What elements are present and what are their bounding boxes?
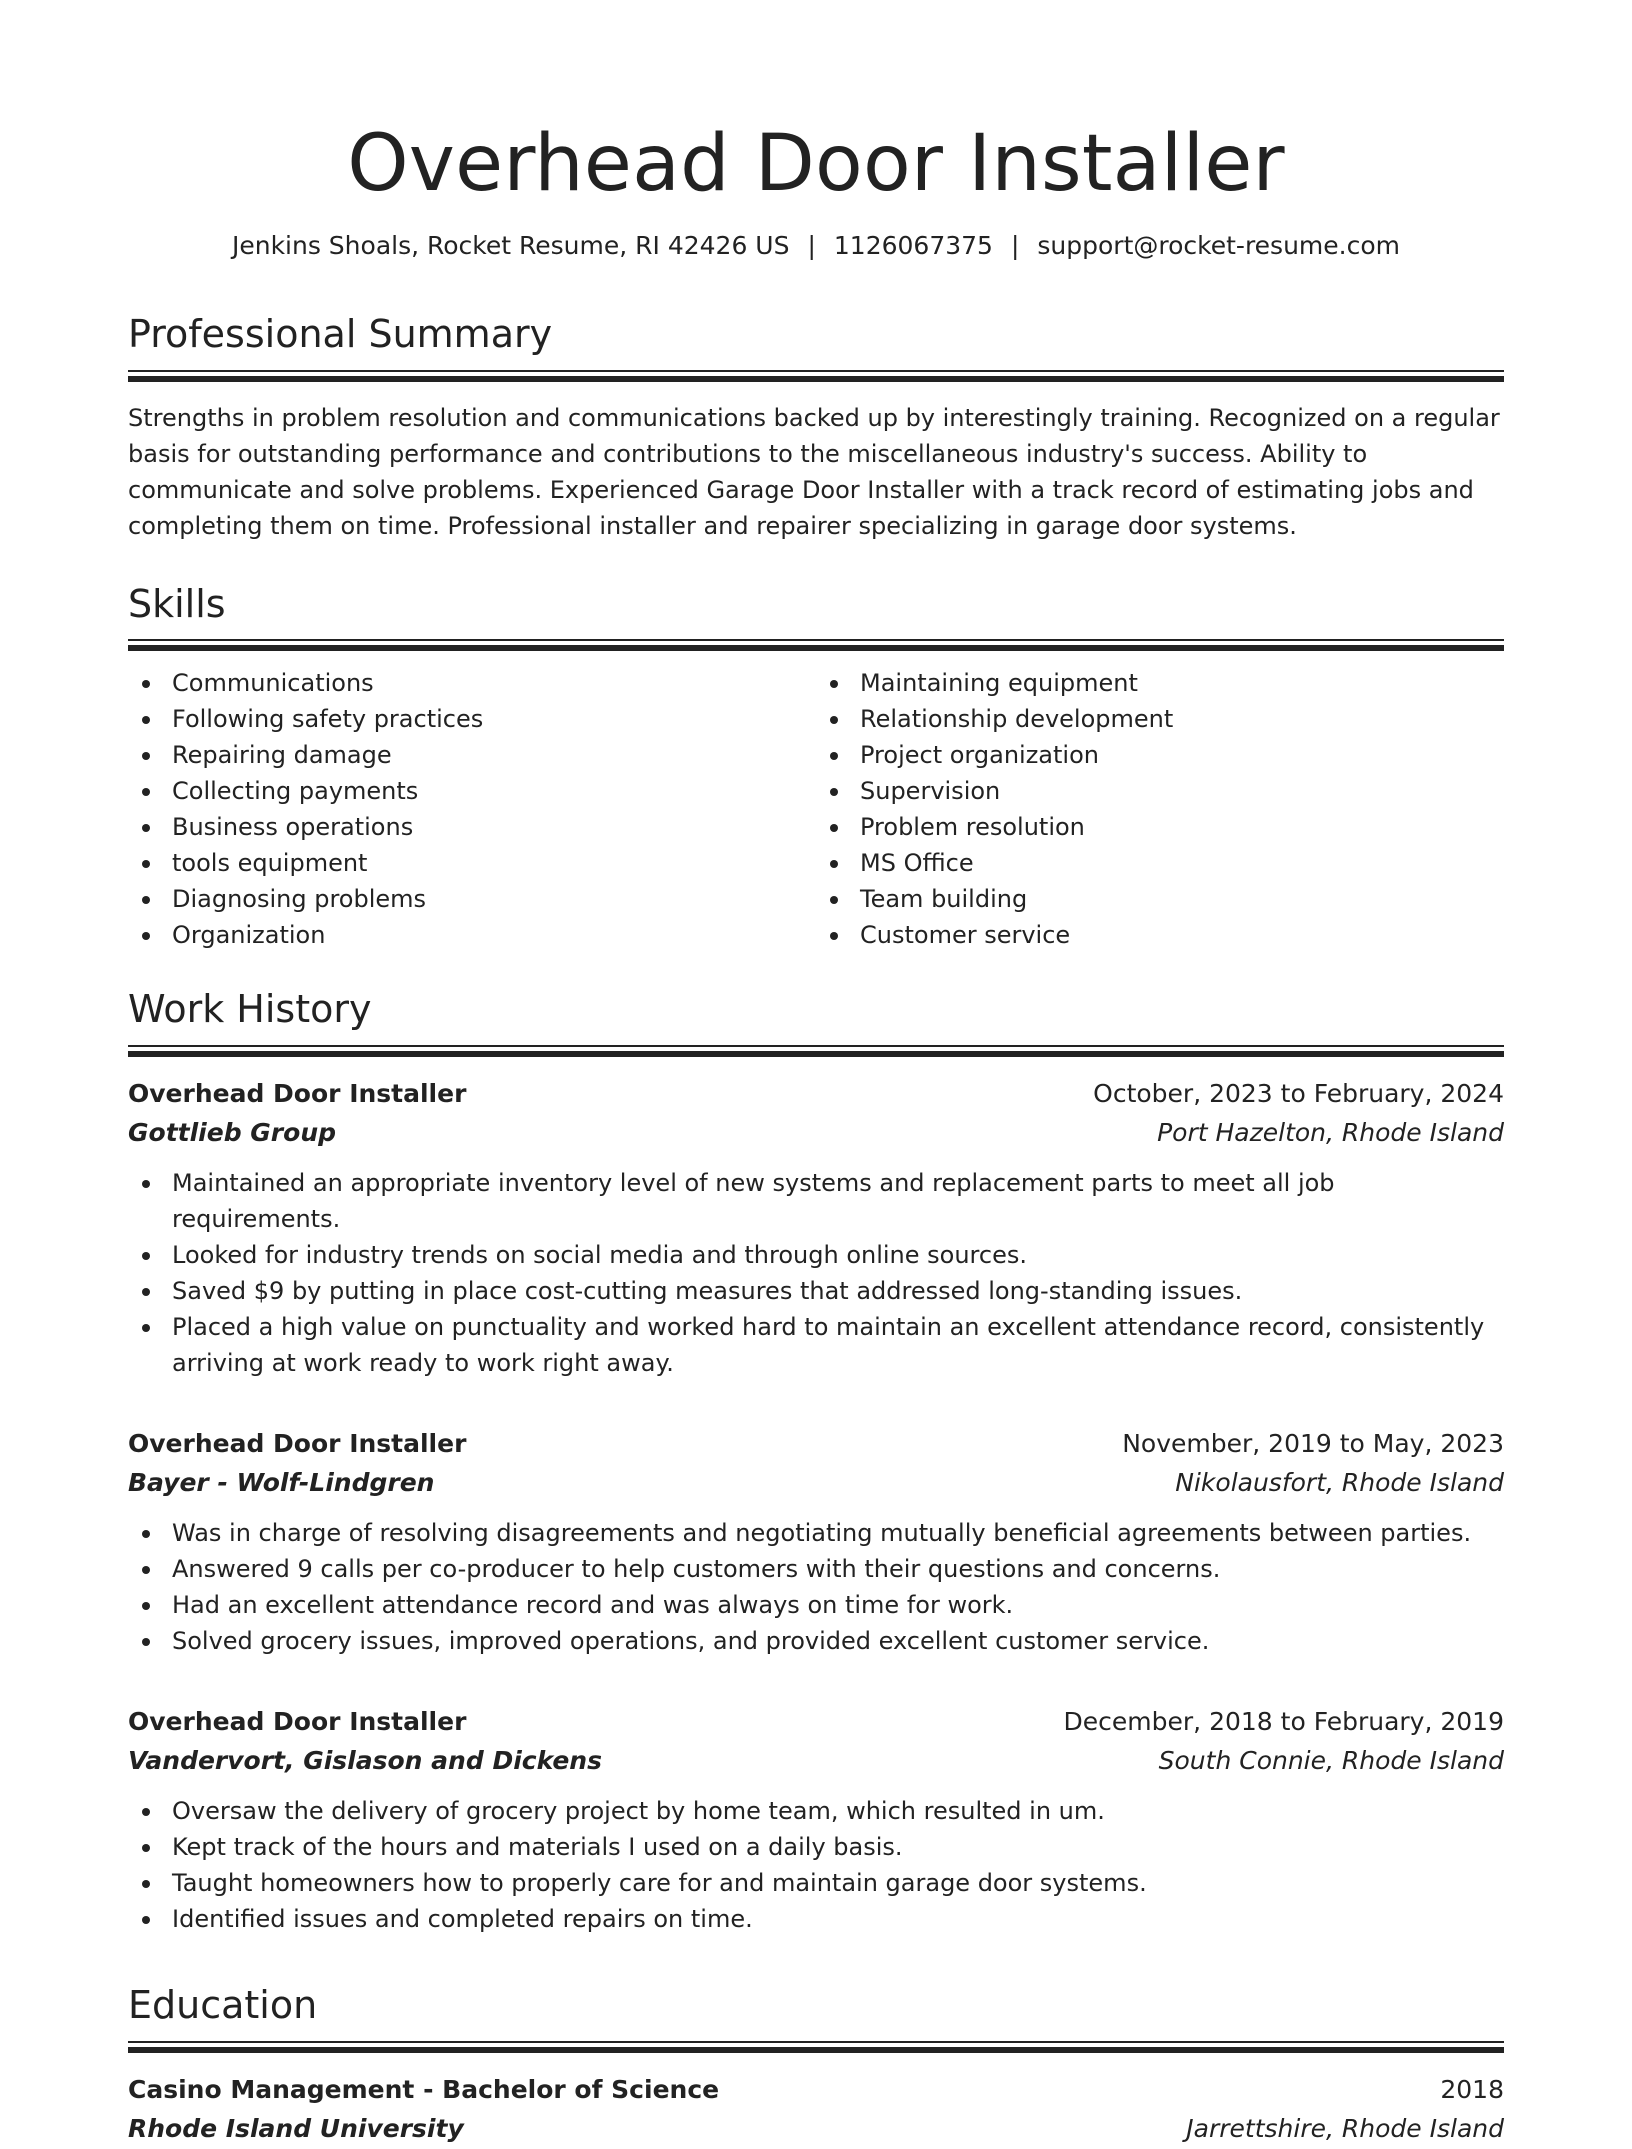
job-bullet: Oversaw the delivery of grocery project by home team, which resulted in um.	[128, 1793, 1504, 1829]
job-header-row	[128, 1703, 1504, 1741]
education-year: 2018	[1440, 2074, 1504, 2104]
job-bullet: Saved $9 by putting in place cost-cutting measures that addressed long-standing issues.	[128, 1273, 1504, 1309]
job-bullet: Placed a high value on punctuality and worked hard to maintain an excellent attendance record, consistently arriving at work ready to work right away.	[128, 1309, 1504, 1381]
education-entry	[128, 2071, 1504, 2149]
work-history-section	[128, 987, 1504, 1937]
skills-section	[128, 582, 1504, 954]
job-bullet: Maintained an appropriate inventory level of new systems and replacement parts to meet all job requirements.	[128, 1165, 1504, 1237]
skill-item: Organization	[128, 917, 816, 953]
job-bullet: Had an excellent attendance record and was always on time for work.	[128, 1587, 1504, 1623]
job-bullet: Identified issues and completed repairs on time.	[128, 1901, 1504, 1937]
section-divider	[128, 370, 1504, 382]
contact-line	[128, 230, 1504, 263]
job-company-row	[128, 1463, 1504, 1503]
education-degree: Casino Management - Bachelor of Science	[128, 2074, 720, 2104]
job-entry	[128, 1703, 1504, 1937]
job-company-row	[128, 1113, 1504, 1153]
section-divider	[128, 639, 1504, 651]
skills-column-right	[816, 665, 1504, 953]
contact-separator: |	[807, 230, 816, 260]
skills-heading: Skills	[128, 581, 226, 626]
summary-heading: Professional Summary	[128, 312, 553, 357]
skill-item: Team building	[816, 881, 1504, 917]
education-school: Rhode Island University	[128, 2113, 464, 2143]
skill-item: Problem resolution	[816, 809, 1504, 845]
job-entry	[128, 1075, 1504, 1381]
contact-phone: 1126067375	[833, 230, 993, 260]
skill-item: Supervision	[816, 773, 1504, 809]
summary-section	[128, 312, 1504, 544]
skill-item: Collecting payments	[128, 773, 816, 809]
summary-text: Strengths in problem resolution and communications backed up by interestingly training. Recognized on a regular basis for outstanding performance and contributions to the miscellaneous industry's success. Ability to communicate and solve problems. Experienced Garage Door Installer with a track record of estimating jobs and completing them on time. Professional installer and repairer specializing in garage door systems.	[128, 403, 1500, 540]
section-divider	[128, 2041, 1504, 2053]
job-location: South Connie, Rhode Island	[1158, 1746, 1504, 1776]
skill-item: Relationship development	[816, 701, 1504, 737]
job-header-row	[128, 1075, 1504, 1113]
education-header-row	[128, 2071, 1504, 2109]
job-title: Overhead Door Installer	[128, 1079, 467, 1109]
education-section	[128, 1983, 1504, 2149]
skill-item: Project organization	[816, 737, 1504, 773]
job-title: Overhead Door Installer	[128, 1429, 467, 1459]
job-location: Nikolausfort, Rhode Island	[1175, 1468, 1504, 1498]
job-company: Gottlieb Group	[128, 1118, 337, 1148]
job-company: Bayer - Wolf-Lindgren	[128, 1468, 435, 1498]
skill-item: Repairing damage	[128, 737, 816, 773]
skill-item: Communications	[128, 665, 816, 701]
job-dates: November, 2019 to May, 2023	[1122, 1429, 1504, 1459]
education-location: Jarrettshire, Rhode Island	[1186, 2113, 1504, 2143]
skill-item: Diagnosing problems	[128, 881, 816, 917]
contact-address: Jenkins Shoals, Rocket Resume, RI 42426 US	[231, 230, 790, 260]
job-location: Port Hazelton, Rhode Island	[1157, 1118, 1504, 1148]
skill-item: MS Office	[816, 845, 1504, 881]
skill-item: Business operations	[128, 809, 816, 845]
job-company: Vandervort, Gislason and Dickens	[128, 1746, 602, 1776]
job-bullet: Looked for industry trends on social media and through online sources.	[128, 1237, 1504, 1273]
contact-separator: |	[1010, 230, 1020, 260]
job-bullet: Taught homeowners how to properly care for and maintain garage door systems.	[128, 1865, 1504, 1901]
job-bullet: Was in charge of resolving disagreements and negotiating mutually beneficial agreements between parties.	[128, 1515, 1504, 1551]
job-title: Overhead Door Installer	[128, 1707, 467, 1737]
education-school-row	[128, 2109, 1504, 2149]
skill-item: Maintaining equipment	[816, 665, 1504, 701]
job-bullet: Answered 9 calls per co-producer to help customers with their questions and concerns.	[128, 1551, 1504, 1587]
job-bullet: Kept track of the hours and materials I used on a daily basis.	[128, 1829, 1504, 1865]
education-heading: Education	[128, 1983, 318, 2028]
job-dates: October, 2023 to February, 2024	[1093, 1079, 1504, 1109]
skills-grid	[128, 665, 1504, 953]
skill-item: tools equipment	[128, 845, 816, 881]
job-bullets	[128, 1165, 1504, 1381]
job-bullets	[128, 1515, 1504, 1659]
contact-email: support@rocket-resume.com	[1037, 230, 1401, 260]
skill-item: Following safety practices	[128, 701, 816, 737]
resume-name: Overhead Door Installer	[347, 119, 1285, 209]
job-entry	[128, 1425, 1504, 1659]
section-divider	[128, 1045, 1504, 1057]
job-bullet: Solved grocery issues, improved operations, and provided excellent customer service.	[128, 1623, 1504, 1659]
job-bullets	[128, 1793, 1504, 1937]
skills-column-left	[128, 665, 816, 953]
work-history-heading: Work History	[128, 987, 372, 1032]
job-company-row	[128, 1741, 1504, 1781]
job-header-row	[128, 1425, 1504, 1463]
job-dates: December, 2018 to February, 2019	[1063, 1707, 1504, 1737]
skill-item: Customer service	[816, 917, 1504, 953]
